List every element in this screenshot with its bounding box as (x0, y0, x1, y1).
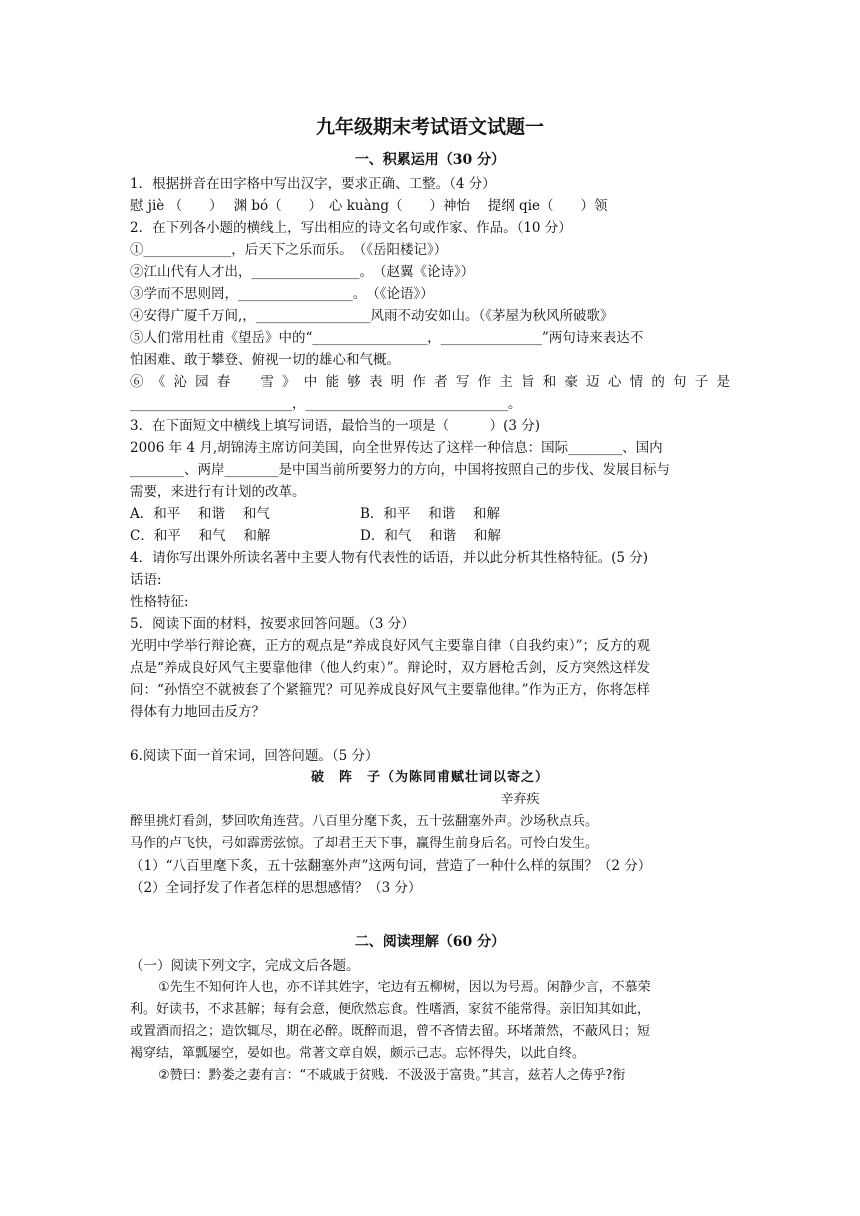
q2-item: ①_____________，后天下之乐而乐。 （《岳阳楼记》） (130, 242, 448, 258)
q3-option-d: D．和气 和谐 和解 (360, 528, 501, 544)
q2-item: ③学而不思则罔，_________________。 （《论语》） (130, 286, 434, 302)
page-title: 九年级期末考试语文试题一 (315, 116, 544, 138)
q2-item: ②江山代有人才出，________________。 （赵翼《论诗》） (130, 264, 475, 280)
q3-text-line: ________、两岸________是中国当前所要努力的方向，中国将按照自己的步伐、发展目标与 (130, 462, 670, 478)
q3-text-line: 2006 年 4 月,胡锦涛主席访问美国，向全世界传达了这样一种信息：国际________、国内 (130, 440, 663, 456)
q3-option-a: A．和平 和谐 和气 (130, 506, 270, 522)
spacer (130, 723, 730, 745)
passage-line: ②赞曰：黔娄之妻有言：“不戚戚于贫贱．不汲汲于富贵。”其言，兹若人之俦乎?衔 (158, 1068, 626, 1083)
passage-line: 或置酒而招之；造饮辄尽，期在必醉。既醉而退，曾不吝情去留。环堵萧然，不蔽风日；短 (130, 1024, 651, 1039)
q1-pinyin-line: 慰 jiè （ ） 渊 bó（ ） 心 kuàng（ ）神怡 提纲 qie（ ）领 (130, 198, 608, 214)
q3-options-row (130, 525, 730, 547)
q5-text-line: 得体有力地回击反方？ (130, 704, 265, 720)
q5-stem: 5．阅读下面的材料，按要求回答问题。（3 分） (130, 616, 415, 632)
passage-line: ①先生不知何许人也，亦不详其姓字，宅边有五柳树，因以为号焉。闲静少言，不慕荣 (158, 980, 651, 995)
q3-stem: 3．在下面短文中横线上填写词语，最恰当的一项是（ ）(3 分) (130, 418, 541, 434)
passage-line: 利。好读书，不求甚解；每有会意，便欣然忘食。性嗜酒，家贫不能常得。亲旧知其如此， (130, 1002, 651, 1017)
q1-stem: 1．根据拼音在田字格中写出汉字，要求正确、工整。（4 分） (130, 176, 496, 192)
section-heading-accumulation: 一、积累运用（30 分） (354, 152, 506, 168)
q3-option-b: B．和平 和谐 和解 (360, 506, 501, 522)
spacer (130, 899, 730, 931)
q5-text-line: 光明中学举行辩论赛，正方的观点是“养成良好风气主要靠自律（自我约束）”；反方的观 (130, 638, 651, 654)
q2-item: ④安得广厦千万间,，_________________风雨不动安如山。（《茅屋为秋风所破歌》 (130, 308, 614, 324)
poem-title: 破 阵 子（为陈同甫赋壮词以寄之） (310, 770, 549, 785)
q6-subquestion: （2）全词抒发了作者怎样的思想感情？（3 分） (130, 880, 422, 896)
q3-option-c: C．和平 和气 和解 (130, 528, 271, 544)
q2-stem: 2．在下列各小题的横线上，写出相应的诗文名句或作家、作品。（10 分） (130, 220, 572, 236)
q2-item: ________________________，______________________________。 (130, 396, 522, 412)
poem-author: 辛弃疾 (500, 792, 540, 807)
reading-intro: （一）阅读下列文字，完成文后各题。 (130, 958, 360, 974)
poem-line: 醉里挑灯看剑，梦回吹角连营。八百里分麾下炙，五十弦翻塞外声。沙场秋点兵。 (130, 814, 599, 829)
exam-page (130, 112, 730, 1087)
passage-line: 褐穿结，箪瓢屡空，晏如也。常著文章自娱，颇示己志。忘怀得失，以此自终。 (130, 1046, 586, 1061)
q6-subquestion: （1）“八百里麾下炙，五十弦翻塞外声”这两句词，营造了一种什么样的氛围？（2 分） (130, 858, 652, 874)
q6-stem: 6.阅读下面一首宋词，回答问题。（5 分） (130, 748, 379, 764)
q2-item: 怕困难、敢于攀登、俯视一切的雄心和气概。 (130, 352, 400, 368)
poem-line: 马作的卢飞快，弓如霹雳弦惊。了却君王天下事，赢得生前身后名。可怜白发生。 (130, 836, 599, 851)
q3-text-line: 需要，来进行有计划的改革。 (130, 484, 306, 500)
q5-text-line: 点是“养成良好风气主要靠他律（他人约束）”。辩论时，双方唇枪舌剑，反方突然这样发 (130, 660, 651, 676)
q3-options-row (130, 503, 730, 525)
q2-item: ⑥《沁园春 雪》中能够表明作者写作主旨和豪迈心情的句子是 (130, 374, 730, 390)
section-heading-reading: 二、阅读理解（60 分） (354, 934, 506, 950)
q4-words-label: 话语: (130, 572, 162, 588)
q4-stem: 4．请你写出课外所读名著中主要人物有代表性的话语，并以此分析其性格特征。(5 分) (130, 550, 649, 566)
q2-item: ⑤人们常用杜甫《望岳》中的“_________________，_______________”两句诗来表达不 (130, 330, 644, 346)
q4-character-label: 性格特征: (130, 594, 189, 610)
q5-text-line: 问：“孙悟空不就被套了个紧箍咒？可见养成良好风气主要靠他律。”作为正方，你将怎样 (130, 682, 651, 698)
